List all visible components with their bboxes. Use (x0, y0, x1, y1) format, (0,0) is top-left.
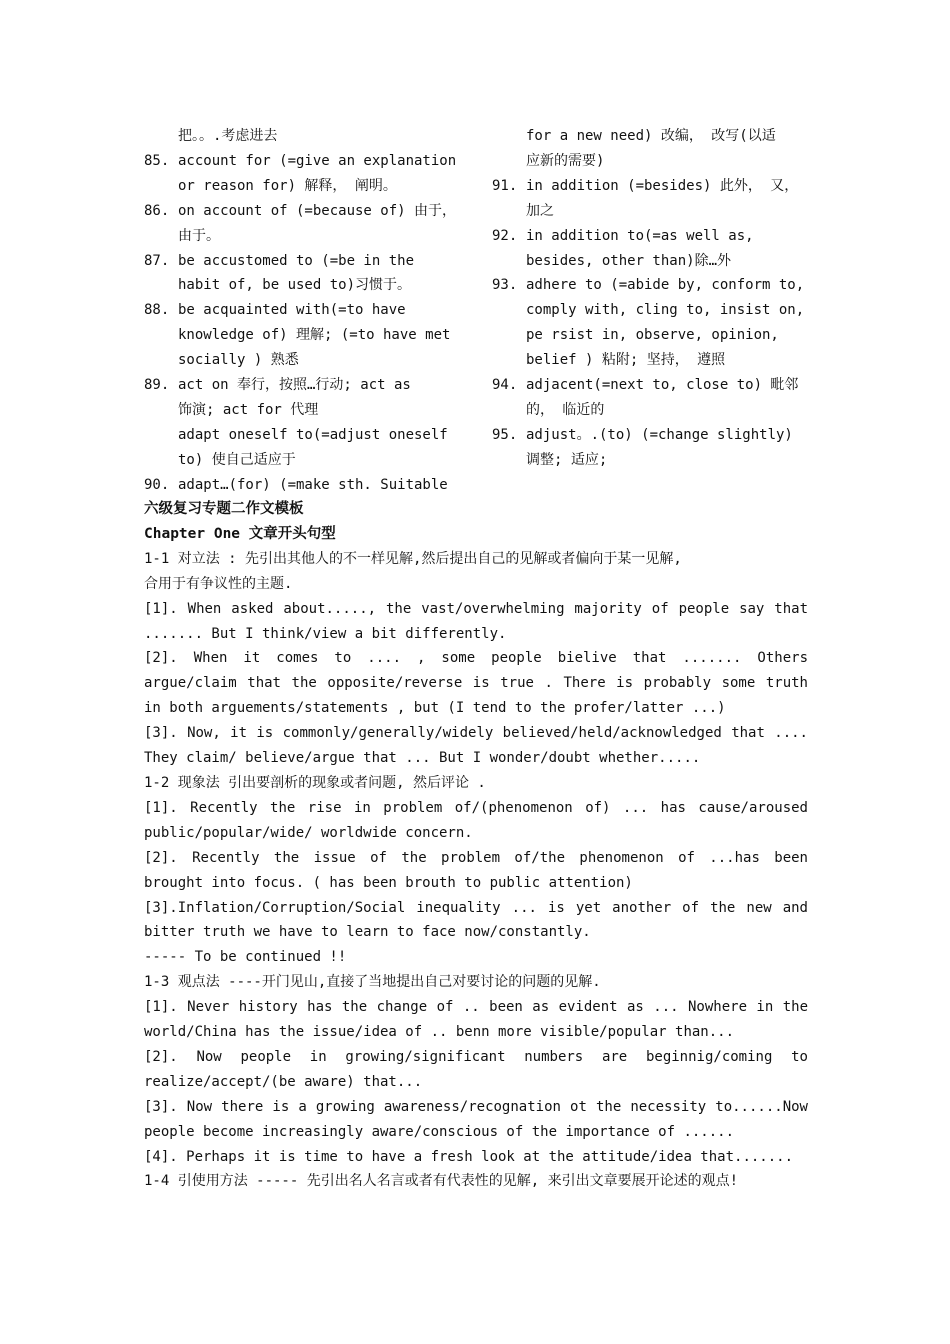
continued-note: ----- To be continued !! (144, 949, 347, 966)
template-sentence: [2]. Now people in growing/significant numbers are beginnig/coming to realize/accept/(be aware) that... (144, 1048, 808, 1090)
vocab-entry (492, 373, 808, 423)
entry-number: 86. (144, 202, 170, 219)
vocab-entry (144, 473, 460, 498)
vocab-entry (144, 124, 460, 149)
template-sentence: [3]. Now, it is commonly/generally/widely believed/held/acknowledged that .... They claim/ believe/argue that ... But I wonder/doubt whether..... (144, 725, 808, 767)
entry-line: 应新的需要) (526, 152, 605, 169)
template-sentence: [2]. Recently the issue of the problem of/the phenomenon of ...has been brought into focus. ( has been brouth to public attention) (144, 849, 808, 891)
entry-line: adapt…(for) (=make sth. Suitable (178, 476, 448, 493)
vocab-entry (144, 249, 460, 299)
entry-number: 88. (144, 302, 170, 319)
entry-line: or reason for) 解释， 阐明。 (178, 177, 397, 194)
entry-number: 87. (144, 252, 170, 269)
vocabulary-column-right (492, 124, 808, 473)
entry-number: 90. (144, 476, 170, 493)
entry-number: 95. (492, 426, 518, 443)
entry-line: belief ) 粘附; 坚持， 遵照 (526, 352, 726, 369)
section-heading: 1-4 引使用方法 ----- 先引出名人名言或者有代表性的见解, 来引出文章要展开论述的观点! (144, 1173, 738, 1190)
entry-line: act on 奉行，按照…行动; act as (178, 377, 411, 394)
entry-line: habit of, be used to)习惯于。 (178, 277, 412, 294)
template-sentence: [3].Inflation/Corruption/Social inequality ... is yet another of the new and bitter truth we have to learn to face now/constantly. (144, 899, 808, 941)
entry-line: to) 使自己适应于 (178, 451, 296, 468)
entry-line: be accustomed to (=be in the (178, 252, 415, 269)
entry-line: 调整; 适应; (526, 451, 608, 468)
entry-line: pe rsist in, observe, opinion, (526, 327, 779, 344)
vocab-entry (492, 174, 808, 224)
chapter-title: Chapter One 文章开头句型 (144, 525, 336, 542)
entry-number: 89. (144, 377, 170, 394)
entry-line: adjacent(=next to, close to) 毗邻 (526, 377, 799, 394)
section-heading: 1-2 现象法 引出要剖析的现象或者问题, 然后评论 . (144, 774, 486, 791)
template-sentence: [1]. Recently the rise in problem of/(phenomenon of) ... has cause/aroused public/popular/wide/ worldwide concern. (144, 799, 808, 841)
template-sentence: [1]. Never history has the change of .. been as evident as ... Nowhere in the world/China has the issue/idea of .. benn more visible/popular than... (144, 999, 808, 1041)
entry-line: 把。。.考虑进去 (178, 128, 278, 144)
section-heading-cont: 合用于有争议性的主题. (144, 575, 293, 592)
entry-number: 85. (144, 152, 170, 169)
entry-line: comply with, cling to, insist on, (526, 302, 805, 319)
entry-line: account for (=give an explanation (178, 152, 457, 169)
vocab-entry (144, 199, 460, 249)
entry-line: adapt oneself to(=adjust oneself (178, 426, 448, 443)
vocabulary-column-left (144, 124, 460, 498)
entry-line: socially ) 熟悉 (178, 352, 299, 369)
vocab-entry (492, 124, 808, 174)
vocab-entry (492, 423, 808, 473)
essay-template-section (144, 497, 808, 1194)
template-sentence: [2]. When it comes to .... , some people bielive that ....... Others argue/claim that the opposite/reverse is true . There is probably some truth in both arguements/statements , but (I tend to the profer/latter ...) (144, 650, 808, 717)
vocab-entry (492, 273, 808, 373)
vocab-entry (492, 224, 808, 274)
entry-number: 94. (492, 377, 518, 394)
vocabulary-list (144, 124, 816, 499)
template-sentence: [3]. Now there is a growing awareness/recognation ot the necessity to......Now people become increasingly aware/conscious of the importance of ...... (144, 1098, 808, 1140)
entry-line: 的， 临近的 (526, 401, 605, 418)
entry-line: be acquainted with(=to have (178, 302, 406, 319)
entry-line: 由于。 (178, 227, 220, 244)
entry-line: on account of (=because of) 由于， (178, 202, 457, 219)
entry-line: adjust。.(to) (=change slightly) (526, 426, 793, 443)
template-sentence: [4]. Perhaps it is time to have a fresh look at the attitude/idea that....... (144, 1148, 794, 1165)
entry-line: adhere to (=abide by, conform to, (526, 277, 805, 294)
entry-number: 91. (492, 177, 518, 194)
entry-line: 饰演; act for 代理 (178, 401, 319, 418)
vocab-entry (144, 298, 460, 373)
entry-line: in addition (=besides) 此外， 又， (526, 177, 799, 194)
section-heading: 1-3 观点法 ----开门见山,直接了当地提出自己对要讨论的问题的见解. (144, 974, 601, 991)
entry-line: in addition to(=as well as, (526, 227, 754, 244)
template-sentence: [1]. When asked about....., the vast/overwhelming majority of people say that ....... But I think/view a bit differently. (144, 600, 808, 642)
section-title: 六级复习专题二作文模板 (144, 501, 304, 517)
entry-number: 93. (492, 277, 518, 294)
entry-line: knowledge of) 理解; (=to have met (178, 327, 451, 344)
entry-line: 加之 (526, 202, 554, 219)
entry-line: besides, other than)除…外 (526, 252, 732, 269)
vocab-entry (144, 373, 460, 473)
entry-line: for a new need) 改编， 改写(以适 (526, 128, 776, 144)
vocab-entry (144, 149, 460, 199)
section-heading: 1-1 对立法 : 先引出其他人的不一样见解,然后提出自己的见解或者偏向于某一见解, (144, 550, 682, 567)
entry-number: 92. (492, 227, 518, 244)
